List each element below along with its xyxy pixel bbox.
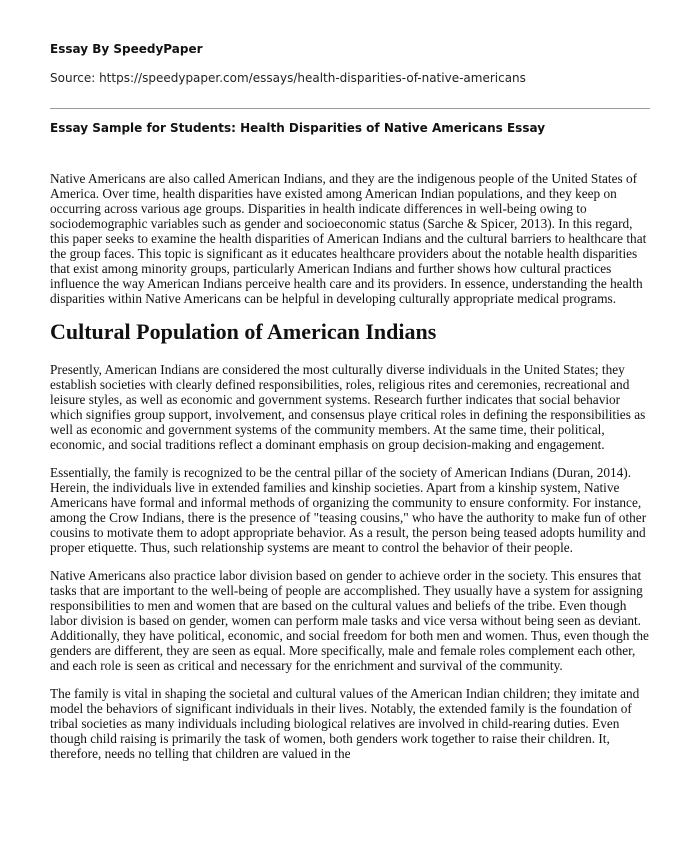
body-paragraph: Native Americans also practice labor division based on gender to achieve order in the society. This ensures that tasks that are important to the well-being of people are accomplished. They usually have a system for assigning responsibilities to men and women that are based on the cultural values and beliefs of the tribe. Even though labor division is based on gender, women can perform male tasks and vice versa without being seen as deviant. Additionally, they have political, economic, and social freedom for both men and women. Thus, even though the genders are different, they are seen as equal. More specifically, male and female roles complement each other, and each role is seen as critical and necessary for the enrichment and survival of the community. [50,568,649,673]
essay-title: Essay Sample for Students: Health Disparities of Native Americans Essay [50,121,546,135]
essay-body [50,171,654,774]
header-divider [50,108,650,109]
brand-title: Essay By SpeedyPaper [50,42,203,56]
intro-paragraph: Native Americans are also called American Indians, and they are the indigenous people of the United States of America. Over time, health disparities have existed among American Indian populations, and they keep on occurring across various age groups. Disparities in health indicate differences in well-being owing to sociodemographic variables such as gender and socioeconomic status (Sarche & Spicer, 2013). In this regard, this paper seeks to examine the health disparities of American Indians and the cultural barriers to healthcare that the group faces. This topic is significant as it educates healthcare providers about the notable health disparities that exist among minority groups, particularly American Indians and further shows how cultural practices influence the way American Indians perceive health care and its providers. In essence, understanding the health disparities within Native Americans can be helpful in developing culturally appropriate medical programs. [50,171,647,306]
source-link[interactable]: Source: https://speedypaper.com/essays/health-disparities-of-native-americans [50,71,526,85]
body-paragraph: Presently, American Indians are considered the most culturally diverse individuals in the United States; they establish societies with clearly defined responsibilities, roles, religious rites and ceremonies, recreational and leisure styles, as well as economic and government systems. Research further indicates that social behavior which signifies group support, involvement, and consensus playe critical roles in defining the responsibilities as well as economic and government systems of the community members. At the same time, their political, economic, and social traditions reflect a dominant emphasis on group decision-making and engagement. [50,362,646,452]
body-paragraph: Essentially, the family is recognized to be the central pillar of the society of American Indians (Duran, 2014). Herein, the individuals live in extended families and kinship societies. Apart from a kinship system, Native Americans have formal and informal methods of organizing the community to ensure conformity. For instance, among the Crow Indians, there is the presence of "teasing cousins," who have the authority to make fun of other cousins to motivate them to adopt appropriate behavior. As a result, the person being teased adopts humility and proper etiquette. Thus, such relationship systems are meant to control the behavior of their people. [50,465,647,555]
section-heading: Cultural Population of American Indians [50,319,437,344]
body-paragraph: The family is vital in shaping the societal and cultural values of the American Indian children; they imitate and model the behaviors of significant individuals in their lives. Notably, the extended family is the foundation of tribal societies as many individuals including biological relatives are involved in child-rearing duties. Even though child raising is primarily the task of women, both genders work together to raise their children. It, therefore, needs no telling that children are valued in the [50,686,640,761]
